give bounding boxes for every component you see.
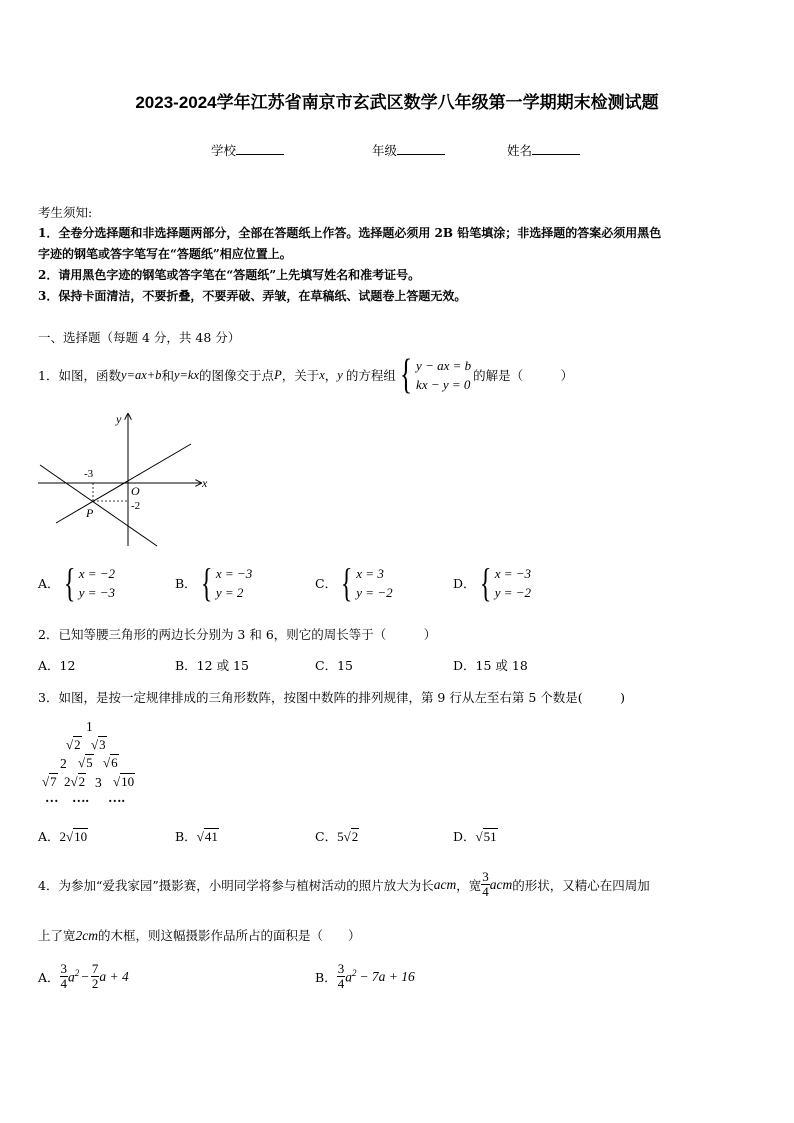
x-tick-label: -3 — [84, 468, 94, 480]
q1-option-b-eq2: y = 2 — [215, 585, 244, 600]
q1-post: 的解是（ ） — [473, 368, 574, 383]
tri-dots-2: …. — [72, 790, 89, 805]
y-tick-label: -2 — [131, 500, 141, 512]
q3-option-b-value: √41 — [196, 829, 218, 844]
q1-option-a[interactable] — [38, 560, 116, 605]
tri-dots-1: … — [45, 790, 59, 805]
q1-eq2: kx − y = 0 — [416, 377, 471, 392]
q1-option-d[interactable] — [453, 560, 532, 605]
q1-option-d-eq2: y = −2 — [494, 585, 532, 600]
question-4-line2 — [38, 926, 361, 944]
question-1 — [38, 354, 573, 396]
name-label: 姓名 — [507, 143, 533, 158]
q1-mid3: ，关于 — [281, 368, 320, 383]
q1-mid4: 的方程组 — [345, 368, 396, 383]
q1-option-a-brace: { — [63, 560, 75, 605]
q1-option-d-brace: { — [479, 560, 491, 605]
q4-line2-post: 的木框，则这幅摄影作品所占的面积是（ ） — [98, 928, 361, 943]
question-4 — [38, 870, 650, 899]
q2-option-d[interactable]: D．15 或 18 — [453, 658, 528, 673]
notice-item-1a: 1．全卷分选择题和非选择题两部分，全部在答题纸上作答。选择题必须用 2B 铅笔填涂；非选择题的答案必须用黑色 — [38, 226, 662, 240]
q4-option-a-label: A． — [38, 969, 60, 985]
q1-option-a-eq2: y = −3 — [78, 585, 116, 600]
q4-frame-width: 2cm — [75, 928, 99, 943]
q1-option-d-label: D． — [453, 576, 476, 591]
q1-option-a-label: A． — [38, 576, 60, 591]
q3-option-d[interactable] — [453, 827, 498, 845]
section-heading: 一、选择题（每题 4 分，共 48 分） — [38, 330, 241, 345]
q1-var-y: y — [337, 367, 343, 382]
name-blank[interactable] — [532, 142, 580, 155]
notice-item-3: 3．保持卡面清洁，不要折叠，不要弄破、弄皱，在草稿纸、试题卷上答题无效。 — [38, 289, 467, 303]
name-field[interactable] — [507, 141, 580, 159]
q1-option-c-label: C． — [315, 576, 338, 591]
q3-option-c-label: C． — [315, 829, 338, 844]
q3-option-c-value: 5√2 — [337, 829, 359, 844]
q2-option-b[interactable]: B．12 或 15 — [175, 658, 249, 673]
grade-blank[interactable] — [397, 142, 445, 155]
notice-item-2: 2．请用黑色字迹的钢笔或答字笔在“答题纸”上先填写姓名和准考证号。 — [38, 268, 421, 282]
tri-r4-item3: 3 — [95, 775, 102, 790]
question-3: 3．如图，是按一定规律排成的三角形数阵，按图中数阵的排列规律，第 9 行从左至右第 5 个数是( ) — [38, 690, 626, 705]
q1-brace: { — [399, 352, 413, 398]
school-label: 学校 — [211, 143, 237, 158]
q4-width: acm — [489, 876, 513, 892]
notice-item-1b: 字迹的钢笔或答字笔写在“答题纸”相应位置上。 — [38, 247, 292, 261]
tri-r4-item2: 2√2 — [64, 774, 86, 789]
q4-a-minus: − — [81, 968, 89, 984]
q3-option-a-label: A． — [38, 829, 60, 844]
q4-option-b-label: B． — [315, 969, 337, 985]
q1-mid1: 和 — [161, 368, 174, 383]
q1-equations — [416, 356, 471, 394]
q4-a-frac1: $\frac{3}{4}$ — [60, 961, 68, 991]
q1-func2: y=kx — [173, 367, 200, 382]
tri-r3-item3: √6 — [103, 755, 118, 770]
school-field[interactable] — [211, 141, 284, 159]
q1-option-b-brace: { — [200, 560, 213, 605]
q1-option-c-eq1: x = 3 — [356, 566, 384, 581]
q1-mid2: 的图像交于点 — [199, 368, 275, 383]
origin-label: O — [131, 484, 140, 498]
q4-mid: ，宽 — [456, 877, 482, 893]
q4-line2-pre: 上了宽 — [38, 928, 76, 943]
page-title: 2023-2024学年江苏省南京市玄武区数学八年级第一学期期末检测试题 — [135, 93, 659, 112]
q4-length: acm — [433, 876, 457, 892]
q3-option-d-label: D． — [453, 829, 476, 844]
tri-r3-item1: 2 — [60, 756, 67, 771]
q3-option-c[interactable] — [315, 827, 359, 845]
q1-system — [396, 354, 471, 396]
tri-r2-item1: √2 — [66, 737, 81, 752]
q3-option-b[interactable] — [175, 827, 219, 845]
school-blank[interactable] — [236, 142, 284, 155]
question-2: 2．已知等腰三角形的两边长分别为 3 和 6，则它的周长等于（ ） — [38, 627, 437, 642]
q4-option-a[interactable] — [38, 962, 129, 991]
q4-fraction: $\frac{3}{4}$ — [482, 869, 489, 899]
q3-option-a[interactable] — [38, 827, 88, 845]
q1-option-c[interactable] — [315, 560, 393, 605]
x-axis-label: x — [202, 476, 208, 490]
q3-option-a-value: 2√10 — [59, 829, 88, 844]
grade-field[interactable] — [372, 141, 445, 159]
tri-r2-item2: √3 — [91, 737, 106, 752]
q4-a-term1: $a^2$ — [68, 967, 80, 985]
q1-func1: y=ax+b — [120, 367, 162, 382]
q1-option-c-brace: { — [340, 560, 353, 605]
q2-option-c[interactable]: C．15 — [315, 658, 353, 673]
q1-graph — [36, 408, 211, 548]
q4-option-b[interactable] — [315, 962, 415, 991]
grade-label: 年级 — [372, 143, 398, 158]
q4-post: 的形状，又精心在四周加 — [512, 877, 650, 893]
q2-option-a[interactable]: A．12 — [38, 658, 76, 673]
tri-r4-item4: √10 — [113, 774, 135, 789]
q1-point: P — [274, 367, 282, 382]
point-label: P — [86, 506, 94, 520]
q1-comma: ， — [324, 368, 338, 383]
q1-option-b-eq1: x = −3 — [215, 566, 253, 581]
tri-dots-3: …. — [108, 790, 125, 805]
q4-a-term2: a + 4 — [99, 968, 129, 984]
tri-r4-item1: √7 — [42, 774, 57, 789]
q4-a-frac2: $\frac{7}{2}$ — [91, 961, 99, 991]
q1-option-a-eq1: x = −2 — [78, 566, 116, 581]
q1-var-x: x — [319, 367, 325, 382]
q4-b-frac1: $\frac{3}{4}$ — [337, 961, 345, 991]
q4-pre: 4．为参加“爱我家园”摄影赛，小明同学将参与植树活动的照片放大为长 — [38, 877, 434, 893]
q4-b-term1: $a^2$ — [345, 967, 357, 985]
notice-heading: 考生须知: — [38, 205, 93, 220]
q1-pre: 1．如图，函数 — [38, 368, 121, 383]
tri-r3-item2: √5 — [78, 755, 93, 770]
q1-eq1: y − ax = b — [416, 358, 472, 373]
q3-option-d-value: √51 — [475, 829, 497, 844]
q1-option-d-eq1: x = −3 — [494, 566, 532, 581]
q3-option-b-label: B． — [175, 829, 197, 844]
q1-option-b-label: B． — [175, 576, 197, 591]
tri-row1: 1 — [86, 719, 93, 734]
y-axis-label: y — [116, 412, 122, 426]
q1-option-b[interactable] — [175, 560, 253, 605]
q4-b-rest: − 7a + 16 — [359, 968, 415, 984]
q1-option-c-eq2: y = −2 — [356, 585, 393, 600]
